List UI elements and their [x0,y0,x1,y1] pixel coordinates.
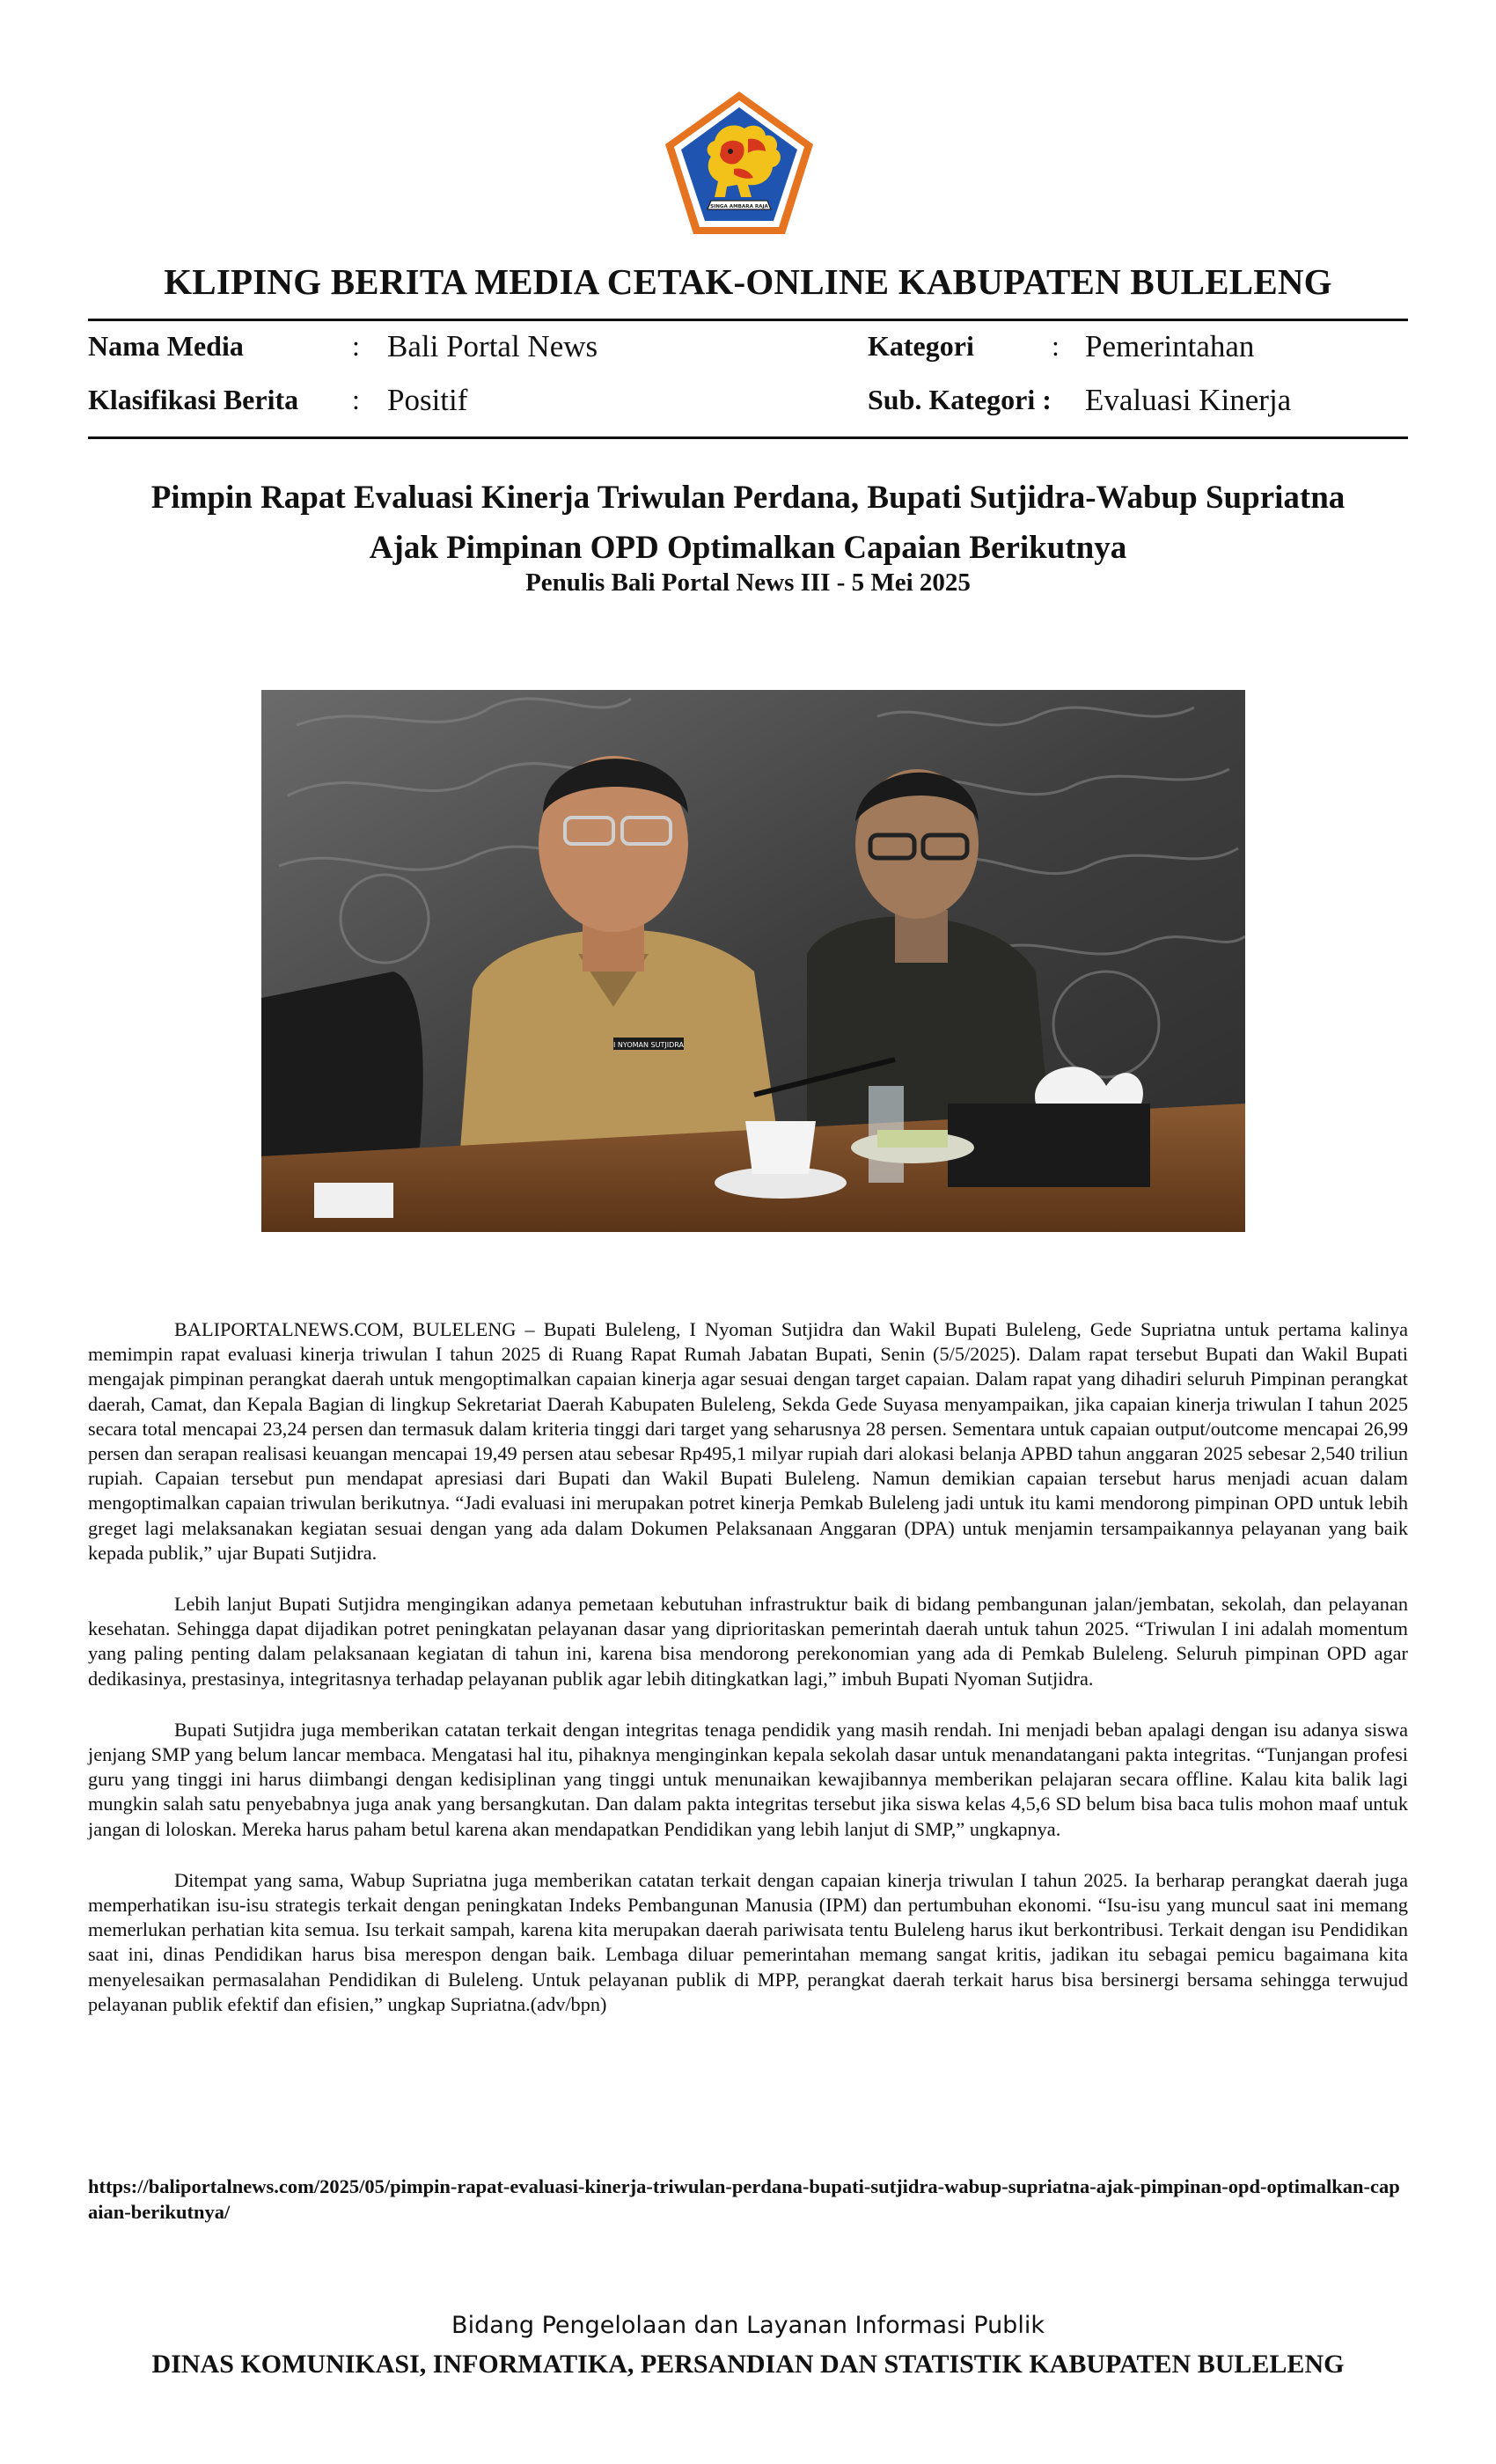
footer-unit: Bidang Pengelolaan dan Layanan Informasi Publik [451,2312,1045,2339]
header-divider [88,319,1408,321]
subcategory-value: Evaluasi Kinerja [1085,383,1292,417]
logo-motto: SINGA AMBARA RAJA [710,204,768,209]
category-value: Pemerintahan [1085,329,1255,363]
subcategory-label: Sub. Kategori : [868,384,1052,415]
meta-divider [88,436,1408,439]
media-label: Nama Media [88,330,244,362]
footer-agency: DINAS KOMUNIKASI, INFORMATIKA, PERSANDIAN DAN STATISTIK KABUPATEN BULELENG [151,2350,1345,2379]
article-byline: Penulis Bali Portal News III - 5 Mei 2025 [525,568,971,597]
article-paragraph: Lebih lanjut Bupati Sutjidra mengingikan adanya pemetaan kebutuhan infrastruktur baik di bidang pembangunan jalan/jembatan, sekolah, dan pelayanan kesehatan. Sehingga dapat dijadikan potret peningkatan pelayanan dasar yang diprioritaskan pemerintah daerah untuk tahun 2025. “Triwulan I ini adalah momentum yang paling penting dalam pelaksanaan kegiatan di tahun ini, karena bisa mendorong perekonomian yang ada di Pemkab Buleleng. Seluruh pimpinan OPD agar dedikasinya, prestasinya, integritasnya terhadap pelayanan publik agar lebih ditingkatkan lagi,” imbuh Bupati Nyoman Sutjidra. [88,1593,1408,1690]
media-colon: : [352,330,360,362]
article-paragraph: Ditempat yang sama, Wabup Supriatna juga memberikan catatan terkait dengan capaian kinerja triwulan I tahun 2025. Ia berharap perangkat daerah juga memperhatikan isu-isu strategis terkait dengan peningkatan Indeks Pembangunan Manusia (IPM) dan pertumbuhan ekonomi. “Isu-isu yang muncul saat ini memang memerlukan perhatian kita semua. Isu terkait sampah, karena kita merupakan daerah pariwisata tentu Buleleng harus ikut berkontribusi. Terkait dengan isu Pendidikan saat ini, dinas Pendidikan harus bisa merespon dengan baik. Lembaga diluar pemerintahan memang sangat kritis, jadikan itu sebagai pemicu bagaimana kita menyelesaikan permasalahan Pendidikan di Buleleng. Untuk pelayanan publik di MPP, perangkat daerah terkait harus bisa bersinergi bersama sehingga terwujud pelayanan publik efektif dan efisien,” ungkap Supriatna.(adv/bpn) [88,1868,1408,2015]
source-url[interactable]: https://baliportalnews.com/2025/05/pimpin-rapat-evaluasi-kinerja-triwulan-perdana-bupati-sutjidra-wabup-supriatna-ajak-pimpinan-opd-optimalkan-capaian-berikutnya/ [88,2175,1400,2223]
page-title: KLIPING BERITA MEDIA CETAK-ONLINE KABUPATEN BULELENG [164,261,1332,302]
category-label: Kategori [868,330,974,362]
article-photo [261,690,1245,1232]
headline-line-2: Ajak Pimpinan OPD Optimalkan Capaian Berikutnya [369,530,1127,566]
category-colon: : [1052,330,1060,362]
media-value: Bali Portal News [387,329,598,363]
article-body [88,1317,1408,2043]
article-headline [88,473,1408,573]
article-paragraph: Bupati Sutjidra juga memberikan catatan terkait dengan integritas tenaga pendidik yang masih rendah. Ini menjadi beban apalagi dengan isu adanya siswa jenjang SMP yang belum lancar membaca. Mengatasi hal itu, pihaknya menginginkan kepala sekolah dasar untuk menandatangani pakta integritas. “Tunjangan profesi guru yang tinggi ini harus diimbangi dengan kedisiplinan yang tinggi untuk menunaikan kewajibannya memberikan pelajaran secara offline. Kalau kita balik lagi mungkin salah satu penyebabnya juga anak yang bersangkutan. Dan dalam pakta integritas tersebut jika siswa kelas 4,5,6 SD belum bisa baca tulis mohon maaf untuk jangan di loloskan. Mereka harus paham betul karena akan mendapatkan Pendidikan yang lebih lanjut di SMP,” ungkapnya. [88,1718,1408,1840]
classification-value: Positif [387,383,468,417]
buleleng-coat-of-arms-icon [660,88,818,238]
article-paragraph: BALIPORTALNEWS.COM, BULELENG – Bupati Buleleng, I Nyoman Sutjidra dan Wakil Bupati Buleleng, Gede Supriatna untuk pertama kalinya memimpin rapat evaluasi kinerja triwulan I tahun 2025 di Ruang Rapat Rumah Jabatan Bupati, Senin (5/5/2025). Dalam rapat tersebut Bupati dan Wakil Bupati mengajak pimpinan perangkat daerah untuk mengoptimalkan capaian kinerja agar sesuai dengan target capaian. Dalam rapat yang dihadiri seluruh Pimpinan perangkat daerah, Camat, dan Kepala Bagian di lingkup Sekretariat Daerah Kabupaten Buleleng, Sekda Gede Suyasa menyampaikan, jika capaian kinerja triwulan I tahun 2025 secara total mencapai 23,24 persen dan termasuk dalam kriteria tinggi dari target yang seharusnya 28 persen. Sementara untuk capaian output/outcome mencapai 26,99 persen dan serapan realisasi keuangan mencapai 19,49 persen atau sebesar Rp495,1 milyar rupiah dari alokasi belanja APBD tahun anggaran 2025 sebesar 2,540 triliun rupiah. Capaian tersebut pun mendapat apresiasi dari Bupati dan Wakil Bupati Buleleng. Namun demikian capaian tersebut harus menjadi acuan dalam mengoptimalkan capaian triwulan berikutnya. “Jadi evaluasi ini merupakan potret kinerja Pemkab Buleleng jadi untuk itu kami mendorong pimpinan OPD untuk lebih greget lagi melaksanakan kegiatan sesuai dengan yang ada dalam Dokumen Pelaksanaan Anggaran (DPA) untuk menjamin tersampaikannya pelayanan yang baik kepada publik,” ujar Bupati Sutjidra. [88,1318,1408,1564]
classification-colon: : [352,384,360,415]
classification-label: Klasifikasi Berita [88,384,299,415]
nameplate-text: I NYOMAN SUTJIDRA [613,1041,684,1049]
headline-line-1: Pimpin Rapat Evaluasi Kinerja Triwulan Perdana, Bupati Sutjidra-Wabup Supriatna [150,480,1346,516]
